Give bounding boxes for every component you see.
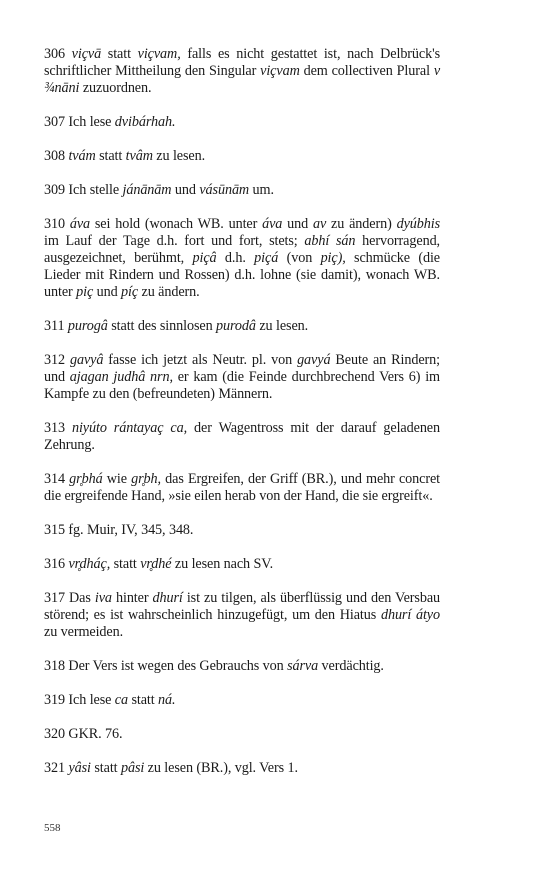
note-text: und <box>282 216 313 232</box>
note-306 <box>44 46 440 97</box>
note-text: fasse ich jetzt als Neutr. pl. von <box>103 352 298 368</box>
note-term: piçâ <box>192 250 217 266</box>
note-term: viçvam <box>260 63 300 79</box>
note-term: vásūnām <box>199 182 250 198</box>
note-text: zu ändern) <box>326 216 397 232</box>
note-text: der Wagentross mit der darauf geladenen Zehrung. <box>44 420 440 453</box>
note-term: áva <box>262 216 283 232</box>
note-term: piç <box>76 284 94 300</box>
note-307 <box>44 114 440 131</box>
note-310 <box>44 216 440 301</box>
note-text: verdächtig. <box>318 658 384 674</box>
note-text: statt des sinnlosen <box>107 318 217 334</box>
note-term: vr̥dhé <box>140 556 172 572</box>
note-text: 314 <box>44 471 70 487</box>
note-text: schmücke (die Lieder mit Rindern und Rossen) d.h. lohne (sie damit), wonach WB. unter <box>44 250 441 300</box>
note-309 <box>44 182 440 199</box>
note-term: abhí sán <box>304 233 356 249</box>
note-text: statt <box>90 760 121 776</box>
note-text: 317 Das <box>44 590 95 606</box>
note-text: ist zu tilgen, als überflüssig und den Versbau störend; es ist wahrscheinlich hinzugefügt, um den Hiatus <box>44 590 441 623</box>
note-text: und <box>93 284 122 300</box>
note-text: falls es nicht gestattet ist, nach Delbrück's schriftlicher Mittheilung den Singular <box>44 46 440 79</box>
note-text: dem collectiven Plural <box>299 63 434 79</box>
note-text: 306 <box>44 46 72 62</box>
note-text: hinter <box>111 590 153 606</box>
note-term: yâsi <box>68 760 91 776</box>
note-313 <box>44 420 440 454</box>
note-term: áva <box>69 216 91 232</box>
note-text: zuzuordnen. <box>79 80 152 96</box>
note-314 <box>44 471 440 505</box>
note-term: dhurí <box>152 590 183 606</box>
note-text: 318 Der Vers ist wegen des Gebrauchs von <box>44 658 288 674</box>
note-text: 320 GKR. 76. <box>44 726 123 742</box>
note-312 <box>44 352 440 403</box>
note-text: 311 <box>44 318 68 334</box>
note-term: viçvā <box>71 46 102 62</box>
note-text: zu ändern. <box>138 284 200 300</box>
note-term: av <box>312 216 327 232</box>
note-text: zu vermeiden. <box>44 624 124 640</box>
note-text: 319 Ich lese <box>44 692 115 708</box>
note-text: 308 <box>44 148 69 164</box>
note-text: zu lesen. <box>152 148 206 164</box>
note-text: das Ergreifen, der Griff (BR.), und mehr concret die ergreifende Hand, »sie eilen herab von der Hand, die sie ergreift«. <box>44 471 440 504</box>
note-text: 315 fg. Muir, IV, 345, 348. <box>44 522 194 538</box>
note-text: statt <box>101 46 138 62</box>
note-term: ajagan judhâ nrn, <box>69 369 173 385</box>
note-text: 307 Ich lese <box>44 114 115 130</box>
note-term: tvâm <box>125 148 153 164</box>
note-text: 313 <box>44 420 72 436</box>
page-number: 558 <box>44 822 61 834</box>
note-term: iva <box>94 590 112 606</box>
footnotes-body <box>44 46 440 794</box>
note-term: v ¾nāni <box>44 63 441 96</box>
note-text: 310 <box>44 216 70 232</box>
note-321 <box>44 760 440 777</box>
note-term: purogâ <box>67 318 108 334</box>
note-317 <box>44 590 440 641</box>
note-term: vr̥dháç, <box>68 556 111 572</box>
note-text: 312 <box>44 352 70 368</box>
note-text: statt <box>128 692 159 708</box>
note-term: ná. <box>158 692 176 708</box>
note-term: gr̥bhá <box>69 471 103 487</box>
note-term: dyúbhis <box>396 216 441 232</box>
note-term: niyúto rántayaç ca, <box>71 420 188 436</box>
note-term: gavyá <box>297 352 331 368</box>
note-text: hervorragend, ausgezeichnet, berühmt, <box>44 233 441 266</box>
note-text: und <box>171 182 200 198</box>
note-text: 316 <box>44 556 69 572</box>
note-text: 309 Ich stelle <box>44 182 123 198</box>
note-text: (von <box>278 250 321 266</box>
note-term: purodâ <box>216 318 256 334</box>
note-term: piç), <box>320 250 346 266</box>
note-term: tvám <box>68 148 96 164</box>
note-term: dvibárhah. <box>114 114 176 130</box>
note-term: viçvam, <box>137 46 181 62</box>
note-term: ca <box>114 692 128 708</box>
note-text: statt <box>95 148 126 164</box>
note-term: jánānām <box>122 182 172 198</box>
note-term: piçá <box>254 250 279 266</box>
note-text: 321 <box>44 760 69 776</box>
note-319 <box>44 692 440 709</box>
note-316 <box>44 556 440 573</box>
note-text: statt <box>110 556 141 572</box>
note-315 <box>44 522 440 539</box>
note-text: zu lesen. <box>255 318 309 334</box>
note-text: zu lesen nach SV. <box>171 556 274 572</box>
note-text: Beute an Rindern; und <box>44 352 440 385</box>
note-320 <box>44 726 440 743</box>
note-term: gr̥bh, <box>131 471 161 487</box>
note-text: wie <box>102 471 132 487</box>
note-text: sei hold (wonach WB. unter <box>90 216 263 232</box>
note-311 <box>44 318 440 335</box>
note-term: sárva <box>287 658 319 674</box>
note-text: um. <box>249 182 274 198</box>
note-text: zu lesen (BR.), vgl. Vers 1. <box>144 760 298 776</box>
note-text: im Lauf der Tage d.h. fort und fort, stets; <box>44 233 305 249</box>
note-308 <box>44 148 440 165</box>
note-318 <box>44 658 440 675</box>
note-term: píç <box>121 284 139 300</box>
note-text: er kam (die Feinde durchbrechend Vers 6) im Kampfe zu den (befreundeten) Männern. <box>44 369 440 402</box>
note-term: dhurí átyo <box>380 607 440 623</box>
note-term: gavyâ <box>69 352 104 368</box>
note-term: pâsi <box>120 760 145 776</box>
note-text: d.h. <box>216 250 255 266</box>
